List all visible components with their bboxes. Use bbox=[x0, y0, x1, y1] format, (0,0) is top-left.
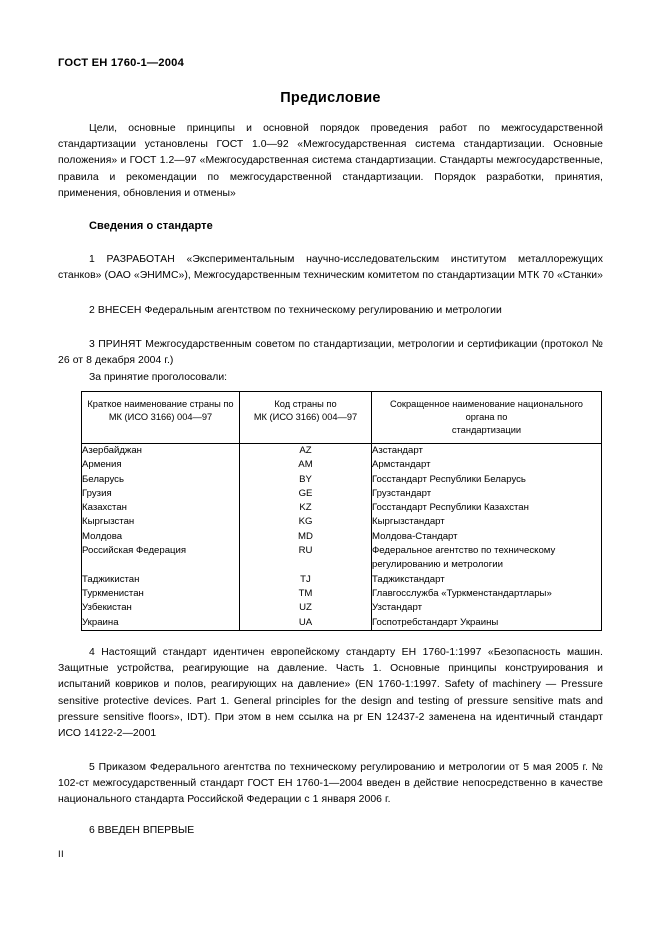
standards-body: Азстандарт bbox=[372, 445, 423, 456]
standard-info-item-1-block bbox=[58, 252, 603, 284]
country-code: KZ bbox=[299, 502, 312, 514]
standard-info-item-5: 5 Приказом Федерального агентства по техническому регулированию и метрологии от 5 мая 2005 г. № 102-ст межгосударственный стандарт ГОСТ ЕН 1760-1—2004 введен в действие непосредственно в качестве национального стандарта Российской Федерации с 1 января 2006 г. bbox=[58, 762, 603, 806]
country-code: UA bbox=[298, 616, 313, 628]
column-header-code-line-2: МК (ИСО 3166) 004—97 bbox=[253, 412, 358, 422]
column-header-body-line-1: Сокращенное наименование национального органа по bbox=[390, 399, 583, 422]
country-code: KG bbox=[298, 516, 313, 528]
standard-info-item-2-block bbox=[58, 303, 603, 319]
standards-body: Молдова-Стандарт bbox=[372, 530, 458, 542]
country-code: AM bbox=[298, 459, 313, 471]
country-name: Таджикистан bbox=[82, 573, 140, 585]
country-code: AZ bbox=[299, 445, 312, 456]
country-code: RU bbox=[298, 545, 313, 557]
page-title: Предисловие bbox=[280, 90, 381, 106]
standard-info-item-6-block bbox=[58, 823, 603, 839]
country-name: Армения bbox=[82, 459, 122, 471]
country-code: BY bbox=[299, 473, 312, 485]
standard-info-item-5-block bbox=[58, 760, 603, 809]
standard-info-item-4-block bbox=[58, 645, 603, 742]
standards-body: Федеральное агентство по техническому bbox=[372, 545, 556, 557]
standard-info-item-3: 3 ПРИНЯТ Межгосударственным советом по стандартизации, метрологии и сертификации (протокол № 26 от 8 декабря 2004 г.) bbox=[58, 339, 603, 367]
column-header-code bbox=[240, 392, 372, 444]
standard-info-heading: Сведения о стандарте bbox=[89, 220, 213, 232]
vote-lead-in: За принятие проголосовали: bbox=[89, 372, 228, 383]
column-header-body bbox=[372, 392, 602, 444]
intro-block bbox=[58, 121, 603, 202]
standard-info-item-2: 2 ВНЕСЕН Федеральным агентством по техническому регулированию и метрологии bbox=[89, 305, 502, 316]
standard-info-item-6: 6 ВВЕДЕН ВПЕРВЫЕ bbox=[89, 825, 195, 836]
vote-lead-in-block bbox=[58, 370, 603, 386]
standards-body: Главгосслужба «Туркменстандартлары» bbox=[372, 587, 552, 599]
country-name: Беларусь bbox=[82, 473, 124, 485]
column-header-body-line-2: стандартизации bbox=[451, 425, 522, 435]
standards-body: Армстандарт bbox=[372, 459, 431, 471]
standards-body: Узстандарт bbox=[372, 602, 423, 614]
country-name: Казахстан bbox=[82, 502, 127, 514]
page-number: II bbox=[58, 849, 64, 860]
column-header-country-line-1: Краткое наименование страны по bbox=[87, 399, 234, 409]
country-name: Грузия bbox=[82, 487, 112, 499]
standard-info-heading-block bbox=[58, 220, 603, 232]
standards-body: Кыргызстандарт bbox=[372, 516, 445, 528]
standard-info-item-3-block bbox=[58, 337, 603, 369]
column-header-code-line-1: Код страны по bbox=[274, 399, 337, 409]
standard-info-item-1: 1 РАЗРАБОТАН «Экспериментальным научно-исследовательским институтом металлорежущих станков» (ОАО «ЭНИМС»), Межгосударственным техническим комитетом по стандартизации МТК 70 «Станки» bbox=[58, 254, 603, 282]
column-header-country-line-2: МК (ИСО 3166) 004—97 bbox=[108, 412, 213, 422]
country-code: UZ bbox=[299, 602, 312, 614]
standards-body: Госпотребстандарт Украины bbox=[372, 616, 499, 628]
country-name: Узбекистан bbox=[82, 602, 132, 614]
intro-paragraph: Цели, основные принципы и основной порядок проведения работ по межгосударственной стандартизации установлены ГОСТ 1.0—92 «Межгосударственная система стандартизации. Основные положения» и ГОСТ 1.2—97 «Межгосударственная система стандартизации. Стандарты межгосударственные, правила и рекомендации по межгосударственной стандартизации. Порядок разработки, принятия, применения, обновления и отмены» bbox=[58, 123, 603, 199]
country-code-spacer bbox=[240, 558, 371, 572]
country-code: GE bbox=[298, 487, 313, 499]
standards-body: Госстандарт Республики Казахстан bbox=[372, 502, 529, 514]
standards-body: Таджикстандарт bbox=[372, 573, 445, 585]
table-header-row bbox=[82, 392, 602, 444]
country-name: Кыргызстан bbox=[82, 516, 135, 528]
table-cell-codes bbox=[240, 444, 372, 631]
vote-table-header bbox=[82, 392, 602, 444]
standard-info-item-4: 4 Настоящий стандарт идентичен европейскому стандарту ЕН 1760-1:1997 «Безопасность машин. Защитные устройства, реагирующие на давление. Часть 1. Основные принципы конструирования и испытаний ковриков и полов, реагирующих на давление» (EN 1760-1:1997. Safety of machinery — Pressure sensitive protective devices. Part 1. General principles for the design and testing of pressure sensitive mats and pressure sensitive floors», IDT). При этом в нем ссылка на pr EN 12437-2 заменена на идентичный стандарт ИСО 14122-2—2001 bbox=[58, 647, 603, 740]
country-code: TJ bbox=[300, 573, 311, 585]
country-name: Молдова bbox=[82, 530, 123, 542]
country-name: Азербайджан bbox=[82, 445, 142, 456]
vote-table bbox=[81, 391, 602, 631]
standards-body: Грузстандарт bbox=[372, 487, 432, 499]
country-name: Украина bbox=[82, 616, 119, 628]
country-code: TM bbox=[298, 587, 313, 599]
table-cell-bodies bbox=[372, 444, 602, 631]
column-header-country bbox=[82, 392, 240, 444]
table-row bbox=[82, 444, 602, 631]
country-name-spacer bbox=[82, 558, 239, 572]
running-header: ГОСТ ЕН 1760-1—2004 bbox=[58, 57, 184, 69]
country-name: Российская Федерация bbox=[82, 545, 187, 557]
standards-body: Госстандарт Республики Беларусь bbox=[372, 473, 526, 485]
vote-table-body bbox=[82, 444, 602, 631]
table-cell-countries bbox=[82, 444, 240, 631]
standards-body: регулированию и метрологии bbox=[372, 559, 503, 571]
country-code: MD bbox=[298, 530, 313, 542]
country-name: Туркменистан bbox=[82, 587, 144, 599]
